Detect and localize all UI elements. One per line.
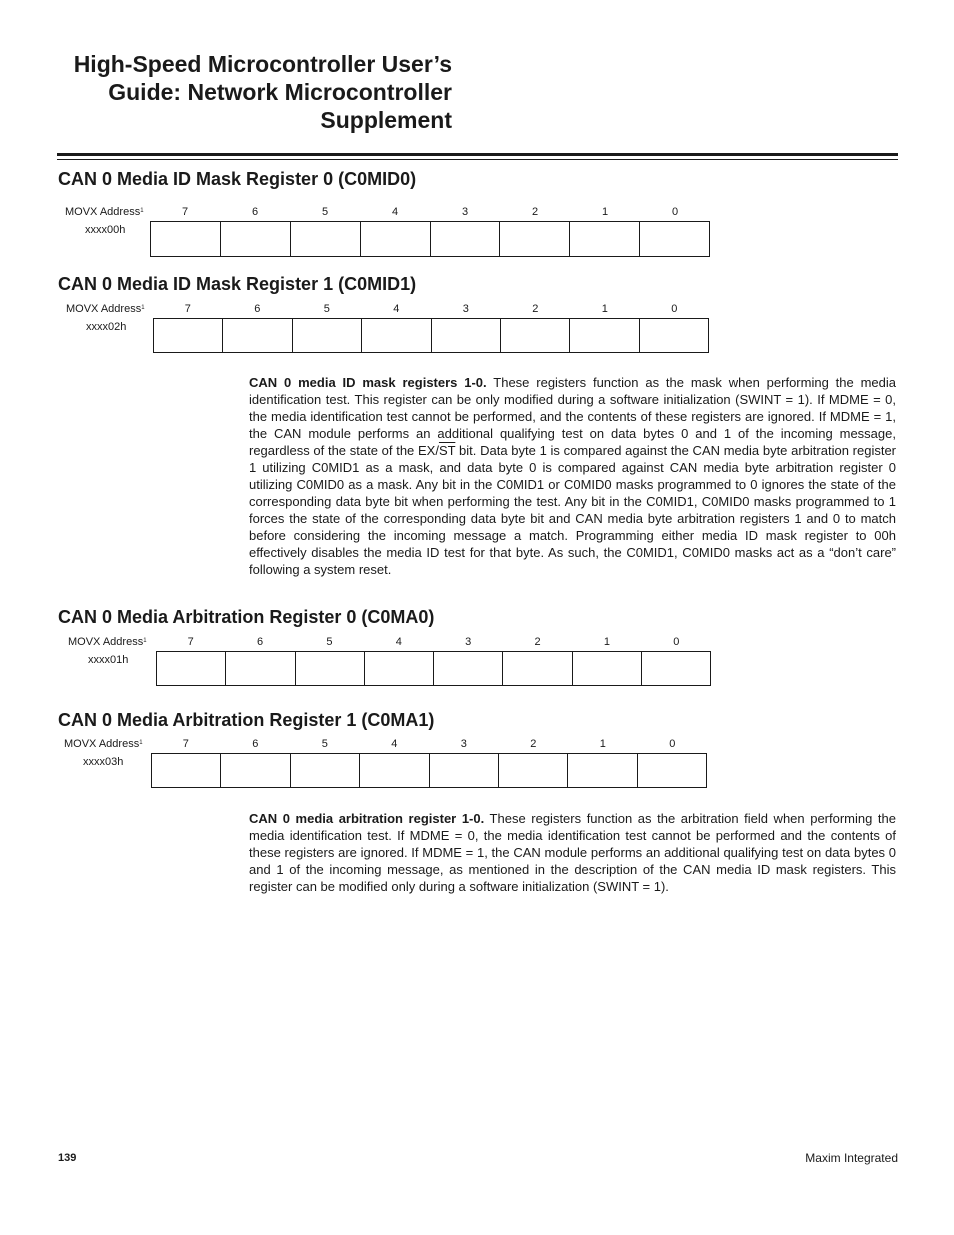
section-heading-c0ma1: CAN 0 Media Arbitration Register 1 (C0MA1) [58,710,435,730]
movx-address-label: MOVX Address$^1$ [68,636,147,648]
bit-cell [499,754,568,787]
bit-cell [361,222,431,256]
movx-address-label: MOVX Address$^1$ [66,303,145,315]
page-number: 139 [58,1152,77,1164]
bit-cell [296,652,365,685]
movx-address-label: MOVX Address$^1$ [65,206,144,218]
register-bit-field [156,651,711,686]
bit-number: 4 [395,636,402,648]
title-line-2: Guide: Network Microcontroller [108,79,452,105]
bit-cell [570,319,639,352]
bit-number: 3 [465,636,472,648]
bit-number: 5 [326,636,333,648]
bit-number: 1 [599,738,606,750]
bit-number: 4 [391,206,399,218]
bit-cell [157,652,226,685]
bit-cell [223,319,292,352]
bit-number: 2 [534,636,541,648]
bit-cell [570,222,640,256]
bit-cell [430,754,499,787]
bit-number: 5 [321,738,328,750]
title-line-3: Supplement [320,107,452,133]
paragraph-text: These registers function as the arbitration field when performing the media identification test. If MDME = 0, the media identification test cannot be performed and the contents of these registers are ignored. If MDME = 1, the CAN module performs an additional qualifying test on data bytes 0 and 1 of the incoming message, as mentioned in the description of the CAN media ID mask registers. This register can be modified only during a software initialization (SWINT = 1). [249,811,896,894]
bit-number: 7 [182,738,189,750]
bit-cell [154,319,223,352]
paragraph-text: bit. Data byte 1 is compared against the CAN media byte arbitration register 1 utilizing C0MID1 as a mask, and data byte 0 is compared against CAN media byte arbitration register 0 utilizing C0MID0 as a mask. Any bit in the C0MID1 or C0MID0 masks programmed to 0 ignores the state of the corresponding data byte bit when performing the test. Any bit in the C0MID1, C0MID0 masks programmed to 1 forces the state of the corresponding data byte bit and CAN media byte arbitration registers 1 and 0 to match before considering the incoming message a match. Programming either media ID mask register to 00h effectively disables the media ID test for that byte. As such, the C0MID1, C0MID0 masks act as a “don’t care” following a system reset. [249,443,896,577]
bit-number: 6 [251,206,259,218]
bit-cell [501,319,570,352]
description-arbitration-registers [249,810,896,895]
bit-number: 3 [461,206,469,218]
bit-cell [152,754,221,787]
bit-cell [293,319,362,352]
bit-cell [362,319,431,352]
bit-number: 6 [254,303,261,315]
st-overline: $\overline{ST}$ [438,443,456,458]
bit-number: 0 [671,303,678,315]
company-name: Maxim Integrated [805,1151,898,1165]
bit-cell [640,319,708,352]
bit-cell [431,222,501,256]
bit-cell [568,754,637,787]
bit-number: 4 [393,303,400,315]
paragraph-lead: CAN 0 media ID mask registers 1-0. [249,375,487,390]
section-heading-c0mid1: CAN 0 Media ID Mask Register 1 (C0MID1) [58,274,417,294]
bit-number: 1 [601,303,608,315]
bit-cell [638,754,706,787]
register-bit-field [150,221,710,257]
bit-number: 1 [601,206,609,218]
document-title [40,50,452,134]
register-address: xxxx03h [83,756,124,768]
bit-cell [642,652,710,685]
bit-number: 2 [531,206,539,218]
bit-number: 7 [184,303,191,315]
bit-number: 3 [462,303,469,315]
bit-cell [291,754,360,787]
bit-number: 0 [669,738,676,750]
bit-cell [221,222,291,256]
bit-number: 7 [187,636,194,648]
bit-number: 5 [323,303,330,315]
bit-number-row [151,738,707,751]
bit-number-row [156,636,711,649]
bit-cell [432,319,501,352]
bit-cell [573,652,642,685]
header-rule-thin [57,159,898,160]
bit-number: 5 [321,206,329,218]
bit-number: 6 [257,636,264,648]
bit-cell [503,652,572,685]
bit-number: 6 [252,738,259,750]
bit-number: 1 [603,636,610,648]
register-bit-field [153,318,709,353]
bit-cell [434,652,503,685]
paragraph-text: These registers function as the mask when performing the media identification test. This register can be only modified during a software initialization (SWINT = 1). If MDME = 0, the media identification test cannot be performed, and the contents of these registers are ignored. If MDME = 1, the CAN module performs an additional qualifying test on data bytes 0 and 1 of the incoming message, regardless of the state of the EX/ [249,375,896,458]
register-bit-field [151,753,707,788]
bit-cell [500,222,570,256]
bit-cell [291,222,361,256]
movx-address-label: MOVX Address$^1$ [64,738,143,750]
title-line-1: High-Speed Microcontroller User’s [73,51,452,77]
section-heading-c0ma0: CAN 0 Media Arbitration Register 0 (C0MA0) [58,607,435,627]
bit-number: 4 [391,738,398,750]
bit-number: 3 [460,738,467,750]
bit-number-row [150,206,710,219]
bit-number: 0 [673,636,680,648]
bit-cell [365,652,434,685]
register-address: xxxx00h [85,224,126,236]
description-id-mask-registers [249,374,896,578]
bit-number: 2 [530,738,537,750]
paragraph-lead: CAN 0 media arbitration register 1-0. [249,811,485,826]
bit-number: 7 [181,206,189,218]
bit-cell [360,754,429,787]
header-rule-thick [57,153,898,156]
bit-cell [151,222,221,256]
bit-number-row [153,303,709,316]
bit-number: 0 [671,206,679,218]
footnote-marker: 1 [139,740,143,746]
bit-number: 2 [532,303,539,315]
footnote-marker: 1 [140,208,144,214]
bit-cell [226,652,295,685]
footnote-marker: 1 [141,305,145,311]
register-address: xxxx02h [86,321,127,333]
section-heading-c0mid0: CAN 0 Media ID Mask Register 0 (C0MID0) [58,169,417,189]
register-address: xxxx01h [88,654,129,666]
bit-cell [640,222,709,256]
footnote-marker: 1 [143,638,147,644]
bit-cell [221,754,290,787]
